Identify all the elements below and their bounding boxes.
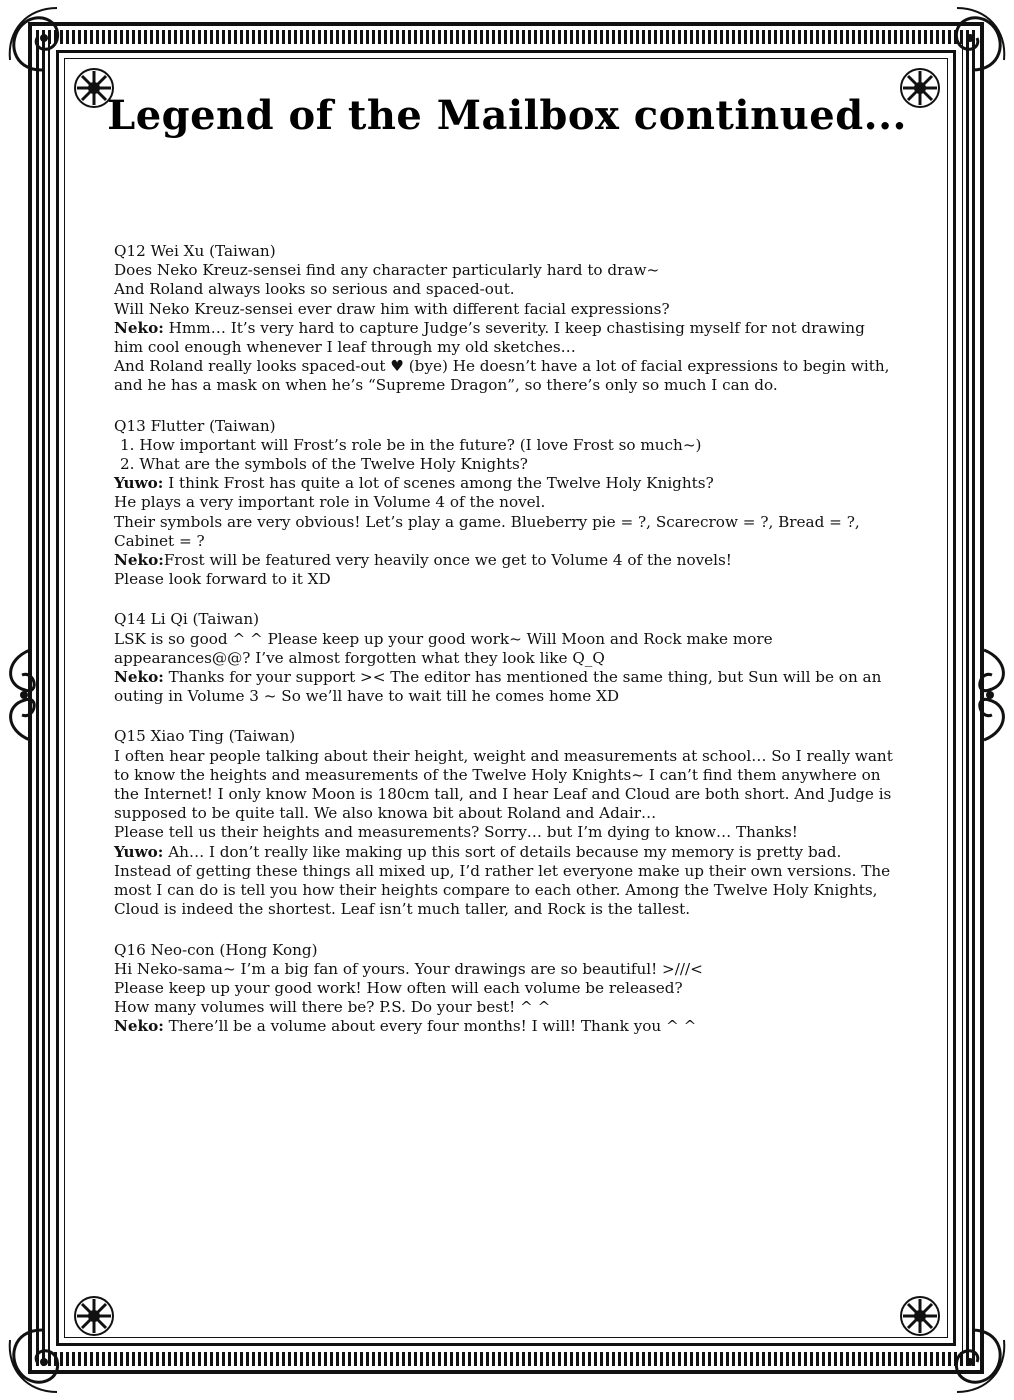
mailbox-content xyxy=(114,242,894,1058)
answer-text: Frost will be featured very heavily once we get to Volume 4 of the novels! xyxy=(163,551,732,570)
question-heading: Q13 Flutter (Taiwan) xyxy=(114,416,276,435)
side-scroll-ornament-left xyxy=(0,640,46,750)
answer-speaker: Neko: xyxy=(114,668,164,687)
answer-text: Hmm… It’s very hard to capture Judge’s severity. I keep chastising myself for not drawing him cool enough whenever I leaf through my old sketches… xyxy=(114,318,865,357)
answer-text: Ah… I don’t really like making up this sort of details because my memory is pretty bad. Instead of getting these things all mixed up, I’d rather let everyone make up their own versions. The most I can do is tell you how their heights compare to each other. Among the Twelve Holy Knights, Cloud is indeed the shortest. Leaf isn’t much taller, and Rock is the tallest. xyxy=(114,842,891,919)
corner-ornament-top-left xyxy=(2,0,82,80)
answer-text: And Roland really looks spaced-out ♥ (bye) He doesn’t have a lot of facial expressions to begin with, and he has a mask on when he’s “Supreme Dragon”, so there’s only so much I can do. xyxy=(114,357,890,395)
question-heading: Q14 Li Qi (Taiwan) xyxy=(114,610,260,629)
question-line: Please tell us their heights and measurements? Sorry… but I’m dying to know… Thanks! xyxy=(114,823,798,842)
answer-text: Thanks for your support >< The editor has mentioned the same thing, but Sun will be on an outing in Volume 3 ~ So we’ll have to wait till he comes home XD xyxy=(114,668,882,706)
corner-ornament-top-right xyxy=(932,0,1012,80)
answer-text: I think Frost has quite a lot of scenes among the Twelve Holy Knights? xyxy=(163,474,714,493)
answer-line xyxy=(114,493,894,512)
answer-text: Please look forward to it XD xyxy=(114,570,331,589)
answer-line xyxy=(114,1017,894,1036)
question-line: Does Neko Kreuz-sensei find any character particularly hard to draw~ xyxy=(114,261,660,280)
answer-line xyxy=(114,513,894,551)
answer-line xyxy=(114,843,894,920)
qa-entry-q13 xyxy=(114,417,894,590)
answer-line xyxy=(114,474,894,493)
question-line: LSK is so good ^ ^ Please keep up your good work~ Will Moon and Rock make more appearances@@? I’ve almost forgotten what they look like Q_Q xyxy=(114,629,773,667)
rosette-icon xyxy=(898,1294,942,1338)
answer-text: He plays a very important role in Volume 4 of the novel. xyxy=(114,493,546,512)
answer-speaker: Neko: xyxy=(114,551,164,570)
answer-line xyxy=(114,357,894,395)
question-line: Please keep up your good work! How often will each volume be released? xyxy=(114,978,683,997)
page-title: Legend of the Mailbox continued... xyxy=(107,92,907,139)
answer-text: Their symbols are very obvious! Let’s play a game. Blueberry pie = ?, Scarecrow = ?, Bread = ?, Cabinet = ? xyxy=(114,512,860,550)
corner-ornament-bottom-left xyxy=(2,1320,82,1400)
question-line: 2. What are the symbols of the Twelve Holy Knights? xyxy=(120,455,528,474)
rosette-icon xyxy=(72,1294,116,1338)
question-heading: Q15 Xiao Ting (Taiwan) xyxy=(114,727,296,746)
question-line: I often hear people talking about their height, weight and measurements at school… So I really want to know the heights and measurements of the Twelve Holy Knights~ I can’t find them anywhere on the Internet! I only know Moon is 180cm tall, and I hear Leaf and Cloud are both short. And Judge is supposed to be quite tall. We also knowa bit about Roland and Adair… xyxy=(114,746,893,823)
answer-speaker: Yuwo: xyxy=(114,842,164,861)
question-line: And Roland always looks so serious and spaced-out. xyxy=(114,280,515,299)
answer-text: There’ll be a volume about every four months! I will! Thank you ^ ^ xyxy=(163,1017,697,1036)
answer-speaker: Yuwo: xyxy=(114,474,164,493)
corner-ornament-bottom-right xyxy=(932,1320,1012,1400)
question-heading: Q12 Wei Xu (Taiwan) xyxy=(114,242,276,260)
answer-line xyxy=(114,570,894,589)
qa-entry-q16 xyxy=(114,941,894,1037)
question-heading: Q16 Neo-con (Hong Kong) xyxy=(114,940,318,959)
question-line: Hi Neko-sama~ I’m a big fan of yours. Your drawings are so beautiful! >///< xyxy=(114,959,703,978)
answer-speaker: Neko: xyxy=(114,1017,164,1036)
qa-entry-q14 xyxy=(114,610,894,706)
answer-line xyxy=(114,668,894,706)
answer-speaker: Neko: xyxy=(114,318,164,337)
question-line: Will Neko Kreuz-sensei ever draw him with different facial expressions? xyxy=(114,299,670,318)
qa-entry-q12 xyxy=(114,242,894,396)
answer-line xyxy=(114,319,894,357)
side-scroll-ornament-right xyxy=(968,640,1014,750)
qa-entry-q15 xyxy=(114,727,894,919)
answer-line xyxy=(114,551,894,570)
question-line: How many volumes will there be? P.S. Do your best! ^ ^ xyxy=(114,998,551,1017)
question-line: 1. How important will Frost’s role be in the future? (I love Frost so much~) xyxy=(120,435,702,454)
